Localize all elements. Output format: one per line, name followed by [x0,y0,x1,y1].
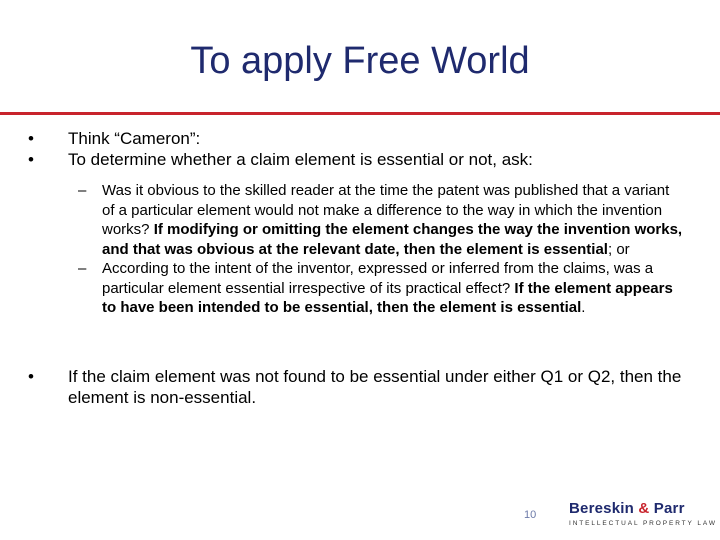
sub-bullet-marker: – [78,182,87,199]
bullet-item [28,128,698,149]
bullet-text: To determine whether a claim element is essential or not, ask: [68,150,533,169]
logo-ampersand: & [638,500,650,517]
sub-bullet-bold: If modifying or omitting the element changes the way the invention works, and that was obvious at the relevant date, then the element is essential [102,221,683,258]
sub-bullet-text [102,181,683,259]
sub-bullet-item [78,259,683,318]
logo-name-first: Bereskin [569,500,634,517]
bullet-item [28,366,698,408]
sub-bullet-end: . [581,299,586,316]
title-divider [0,112,720,115]
bullet-text: If the claim element was not found to be essential under either Q1 or Q2, then the element is non-essential. [68,367,682,407]
page-number: 10 [524,509,537,521]
company-logo [569,500,717,527]
sub-bullet-end: ; or [607,240,630,258]
sub-bullet-plain: Was it obvious to the skilled reader at the time the patent was published that a variant of a particular element would not make a difference to the way in which the invention works? [102,182,670,238]
slide-title: To apply Free World [190,40,530,82]
bullet-list-final [28,366,698,408]
bullet-text: Think “Cameron”: [68,129,201,148]
logo-tagline: INTELLECTUAL PROPERTY LAW [569,520,717,527]
logo-wordmark [569,500,717,517]
bullet-marker: • [28,367,34,386]
sub-bullet-item [78,181,683,259]
bullet-item [28,149,698,170]
bullet-list [28,128,698,170]
bullet-marker: • [28,150,34,169]
sub-bullet-bold: If the element appears to have been intended to be essential, then the element is essential [102,279,673,316]
bullet-marker: • [28,129,34,148]
sub-bullet-marker: – [78,260,87,277]
sub-bullet-text [102,259,683,318]
logo-name-second: Parr [653,500,685,517]
sub-bullet-list [78,181,683,318]
sub-bullet-plain: According to the intent of the inventor, expressed or inferred from the claims, was a particular element essential irrespective of its practical effect? [102,260,654,297]
